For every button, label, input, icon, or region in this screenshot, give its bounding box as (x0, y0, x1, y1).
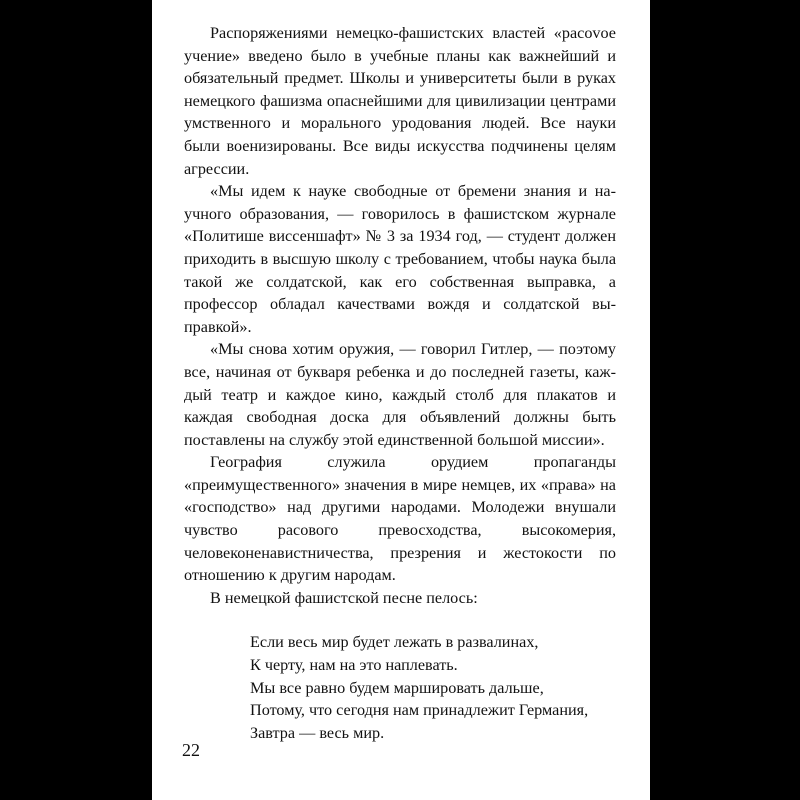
verse-line: Мы все равно будем маршировать дальше, (250, 678, 544, 697)
verse-line: Завтра — весь мир. (250, 723, 385, 742)
verse-line: Если весь мир будет лежать в развалинах, (250, 633, 539, 652)
paragraph-song-intro: В немецкой фашистской песне пелось: (210, 588, 478, 607)
page-number: 22 (182, 740, 200, 760)
paragraph-hitler-quote: «Мы снова хотим оружия, — говорил Гитлер, — поэтому все, начиная от букваря ребенка и до последней газеты, каждый театр и каждое кино, каждый столб для плакатов и каждая свободная доска для объявлений должны быть поставлены на службу этой единственной большой миссии». (184, 340, 616, 449)
verse-line: Потому, что сегодня нам принадлежит Германия, (250, 701, 589, 720)
paragraph-geography: География служила орудием пропаганды «преимущественного» значения в мире немцев, их «права» на «господство» над другими народами. Молодежи внушали чувство расового превосходства, высокомерия, человеконенавистничества, презрения и жестокости по отношению к другим народам. (184, 453, 616, 585)
verse-line: К черту, нам на это наплевать. (250, 656, 458, 675)
right-dark-margin (650, 0, 800, 800)
book-page (152, 0, 650, 800)
song-verse (250, 631, 616, 744)
paragraph-science-quote: «Мы идем к науке свободные от бремени знания и научного образования, — говорилось в фашистском журнале «Политише виссеншафт» № 3 за 1934 год, — студент должен приходить в высшую школу с требованием, чтобы наука была такой же солдатской, как его собственная выправка, а профессор обладал качествами вождя и солдатской выправкой». (184, 182, 616, 336)
paragraph-racial-doctrine: Распоряжениями немецко-фашистских властей «расоvое учение» введено было в учебные планы как важнейший и обязательный предмет. Школы и университеты были в руках немецкого фашизма опаснейшими для цивилизации центрами умственного и морального уродования людей. Все науки были военизированы. Все виды искусства подчинены целям агрессии. (184, 24, 616, 178)
page-text (184, 22, 616, 744)
left-dark-margin (0, 0, 152, 800)
